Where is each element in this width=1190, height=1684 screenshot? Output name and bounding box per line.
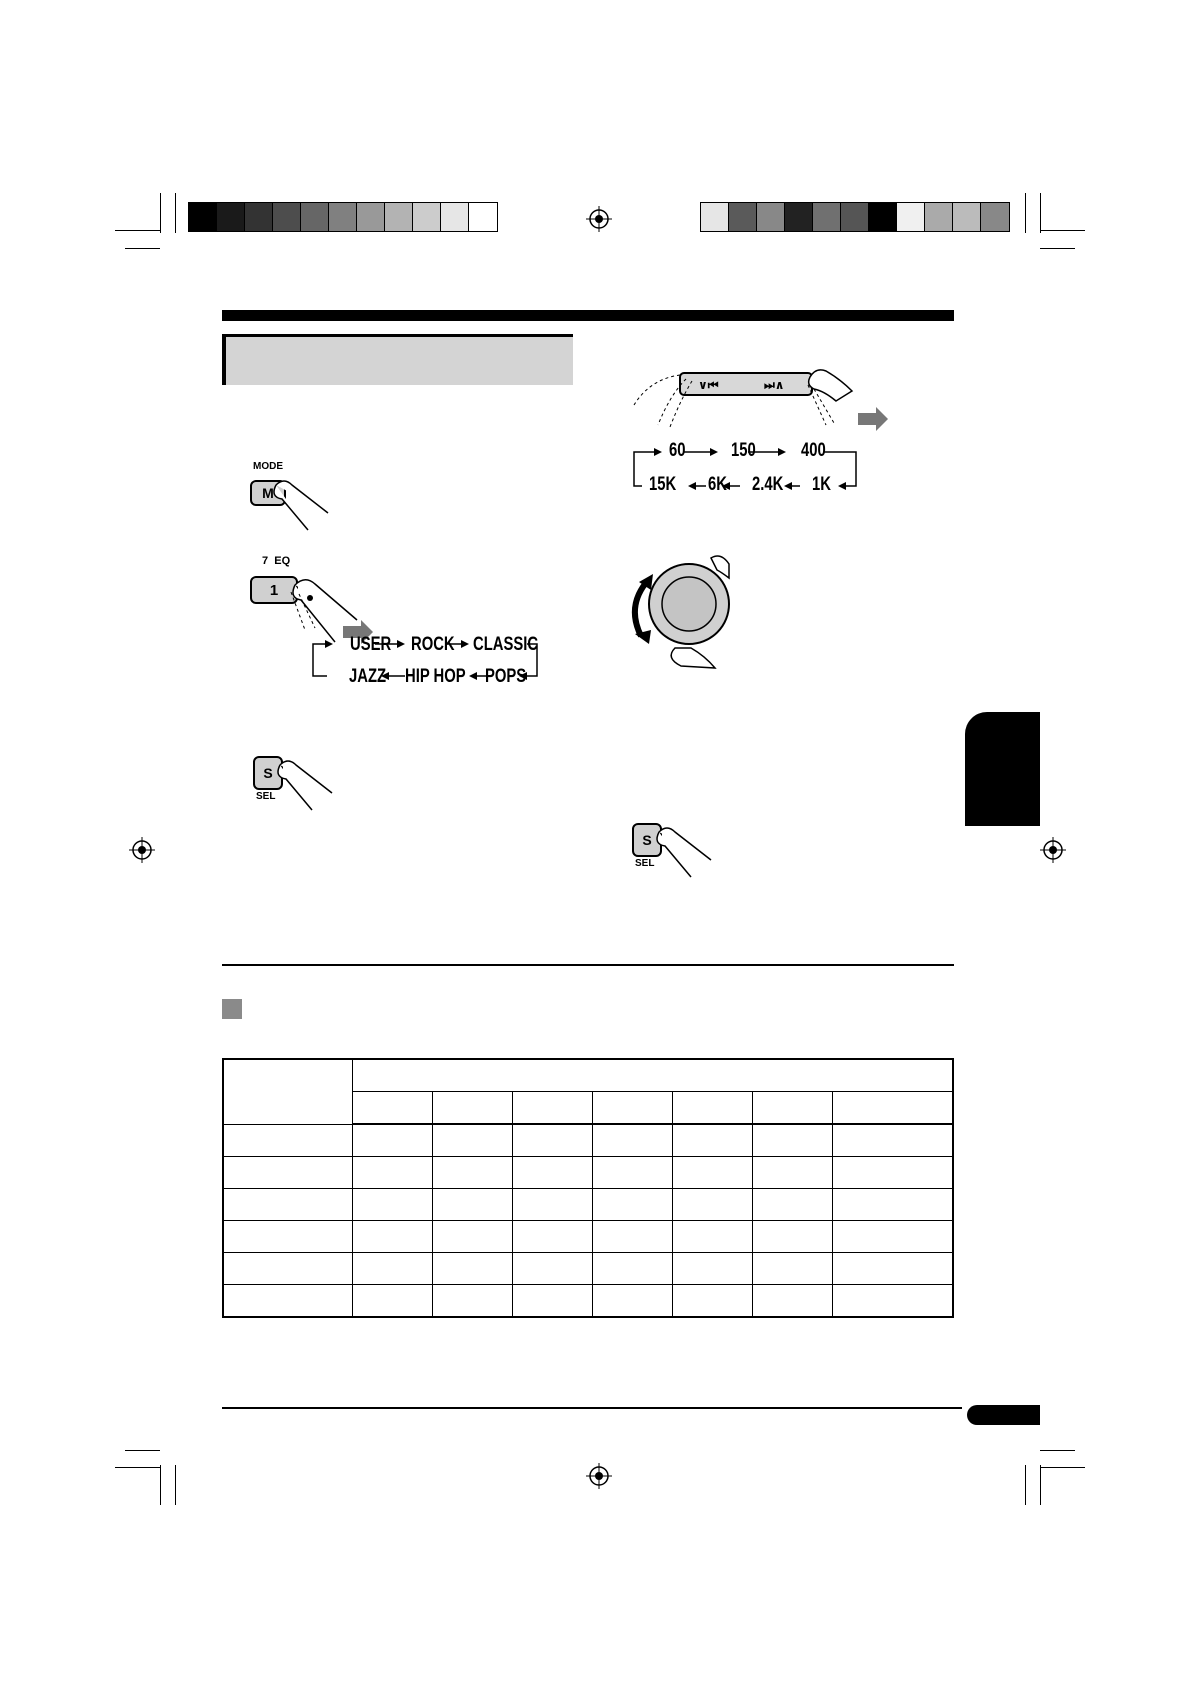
color-swatch [441,203,469,231]
registration-target-icon [129,837,155,863]
mode-label: MODE [253,461,283,472]
table-cell [673,1189,753,1221]
language-side-tab [965,712,1040,826]
crop-mark [1040,193,1041,233]
color-swatch [757,203,785,231]
color-swatch [357,203,385,231]
table-row [223,1189,953,1221]
crop-mark [115,230,160,231]
color-swatch [841,203,869,231]
table-cell [433,1253,513,1285]
table-cell [353,1124,433,1157]
color-swatch [701,203,729,231]
table-cell [433,1189,513,1221]
eq-mode-rock: ROCK [411,634,455,655]
color-swatch [813,203,841,231]
eq-mode-jazz: JAZZ [349,666,387,687]
table-header-cell [353,1059,954,1092]
color-swatch [217,203,245,231]
table-cell [833,1253,953,1285]
table-row [223,1285,953,1318]
table-cell [753,1285,833,1318]
crop-mark [1025,1465,1026,1505]
table-cell [593,1221,673,1253]
table-cell [673,1221,753,1253]
table-header-cell [223,1059,353,1124]
color-swatch [245,203,273,231]
section-divider [222,964,954,966]
table-row [223,1157,953,1189]
freq-15k: 15K [649,474,677,495]
freq-150: 150 [731,440,756,461]
color-swatch [729,203,757,231]
registration-target-icon [586,206,612,232]
finger-icon [268,475,338,535]
sel-label: SEL [635,858,655,869]
color-swatch [329,203,357,231]
table-cell [593,1189,673,1221]
svg-text:⏭∧: ⏭∧ [764,378,785,392]
color-swatch [785,203,813,231]
table-cell [353,1157,433,1189]
eq-mode-classic: CLASSIC [473,634,539,655]
table-header-cell [593,1092,673,1125]
mode-button: M [250,480,286,506]
color-swatch [301,203,329,231]
table-cell [513,1221,593,1253]
color-swatch [953,203,981,231]
crop-mark [115,1467,160,1468]
finger-icon [272,755,342,815]
section-header-box [222,334,573,385]
crop-mark [1040,1450,1075,1451]
table-cell [833,1157,953,1189]
crop-mark [160,193,161,233]
crop-mark [1040,1465,1041,1505]
table-cell [223,1285,353,1318]
table-cell [223,1189,353,1221]
table-cell [593,1253,673,1285]
crop-mark [1040,1467,1085,1468]
table-cell [593,1285,673,1318]
color-swatch [413,203,441,231]
table-row [223,1253,953,1285]
table-cell [753,1124,833,1157]
color-bar-right [700,202,1010,232]
eq-button: 1 [250,576,298,604]
crop-mark [175,193,176,233]
table-cell [223,1253,353,1285]
sel-button: S [253,756,283,790]
table-cell [513,1253,593,1285]
color-swatch [385,203,413,231]
table-cell [673,1253,753,1285]
svg-text:∨⏮: ∨⏮ [698,378,719,392]
sel-button: S [632,823,662,857]
crop-mark [160,1465,161,1505]
table-cell [513,1124,593,1157]
color-swatch [869,203,897,231]
header-rule [222,310,954,321]
table-cell [833,1221,953,1253]
table-cell [513,1285,593,1318]
table-cell [593,1157,673,1189]
crop-mark [1040,230,1085,231]
table-cell [753,1253,833,1285]
eq-mode-hiphop: HIP HOP [405,666,466,687]
eq-label: 7 EQ [262,555,291,567]
table-cell [433,1124,513,1157]
eq-settings-table [222,1058,954,1318]
subsection-marker [222,999,242,1019]
freq-6k: 6K [708,474,727,495]
table-cell [513,1157,593,1189]
table-cell [433,1285,513,1318]
color-swatch [925,203,953,231]
table-cell [673,1157,753,1189]
color-swatch [897,203,925,231]
table-cell [753,1221,833,1253]
sel-label: SEL [256,791,276,802]
registration-target-icon [586,1463,612,1489]
table-cell [353,1221,433,1253]
table-cell [753,1189,833,1221]
table-cell [833,1124,953,1157]
table-row [223,1124,953,1157]
table-cell [223,1124,353,1157]
color-swatch [273,203,301,231]
table-cell [433,1157,513,1189]
page-number-tab [967,1405,1040,1425]
table-header-row [223,1059,953,1092]
table-header-cell [833,1092,953,1125]
freq-2-4k: 2.4K [752,474,784,495]
table-cell [513,1189,593,1221]
table-row [223,1221,953,1253]
freq-400: 400 [801,440,826,461]
eq-mode-pops: POPS [485,666,527,687]
color-swatch [189,203,217,231]
table-header-cell [513,1092,593,1125]
crop-mark [1040,248,1075,249]
table-cell [223,1221,353,1253]
table-cell [833,1189,953,1221]
control-dial-illustration [625,548,745,673]
table-header-cell [353,1092,433,1125]
table-cell [353,1285,433,1318]
table-header-cell [753,1092,833,1125]
table-cell [353,1189,433,1221]
freq-1k: 1K [812,474,831,495]
table-cell [833,1285,953,1318]
crop-mark [175,1465,176,1505]
registration-target-icon [1040,837,1066,863]
table-header-cell [433,1092,513,1125]
color-bar-left [188,202,498,232]
finger-icon [651,822,721,882]
freq-60: 60 [669,440,686,461]
table-cell [673,1124,753,1157]
crop-mark [1025,193,1026,233]
table-cell [353,1253,433,1285]
table-header-cell [673,1092,753,1125]
footer-rule [222,1407,962,1409]
table-cell [593,1124,673,1157]
table-cell [753,1157,833,1189]
crop-mark [125,248,160,249]
color-swatch [469,203,497,231]
table-cell [673,1285,753,1318]
eq-mode-user: USER [350,634,392,655]
table-cell [433,1221,513,1253]
crop-mark [125,1450,160,1451]
color-swatch [981,203,1009,231]
table-cell [223,1157,353,1189]
